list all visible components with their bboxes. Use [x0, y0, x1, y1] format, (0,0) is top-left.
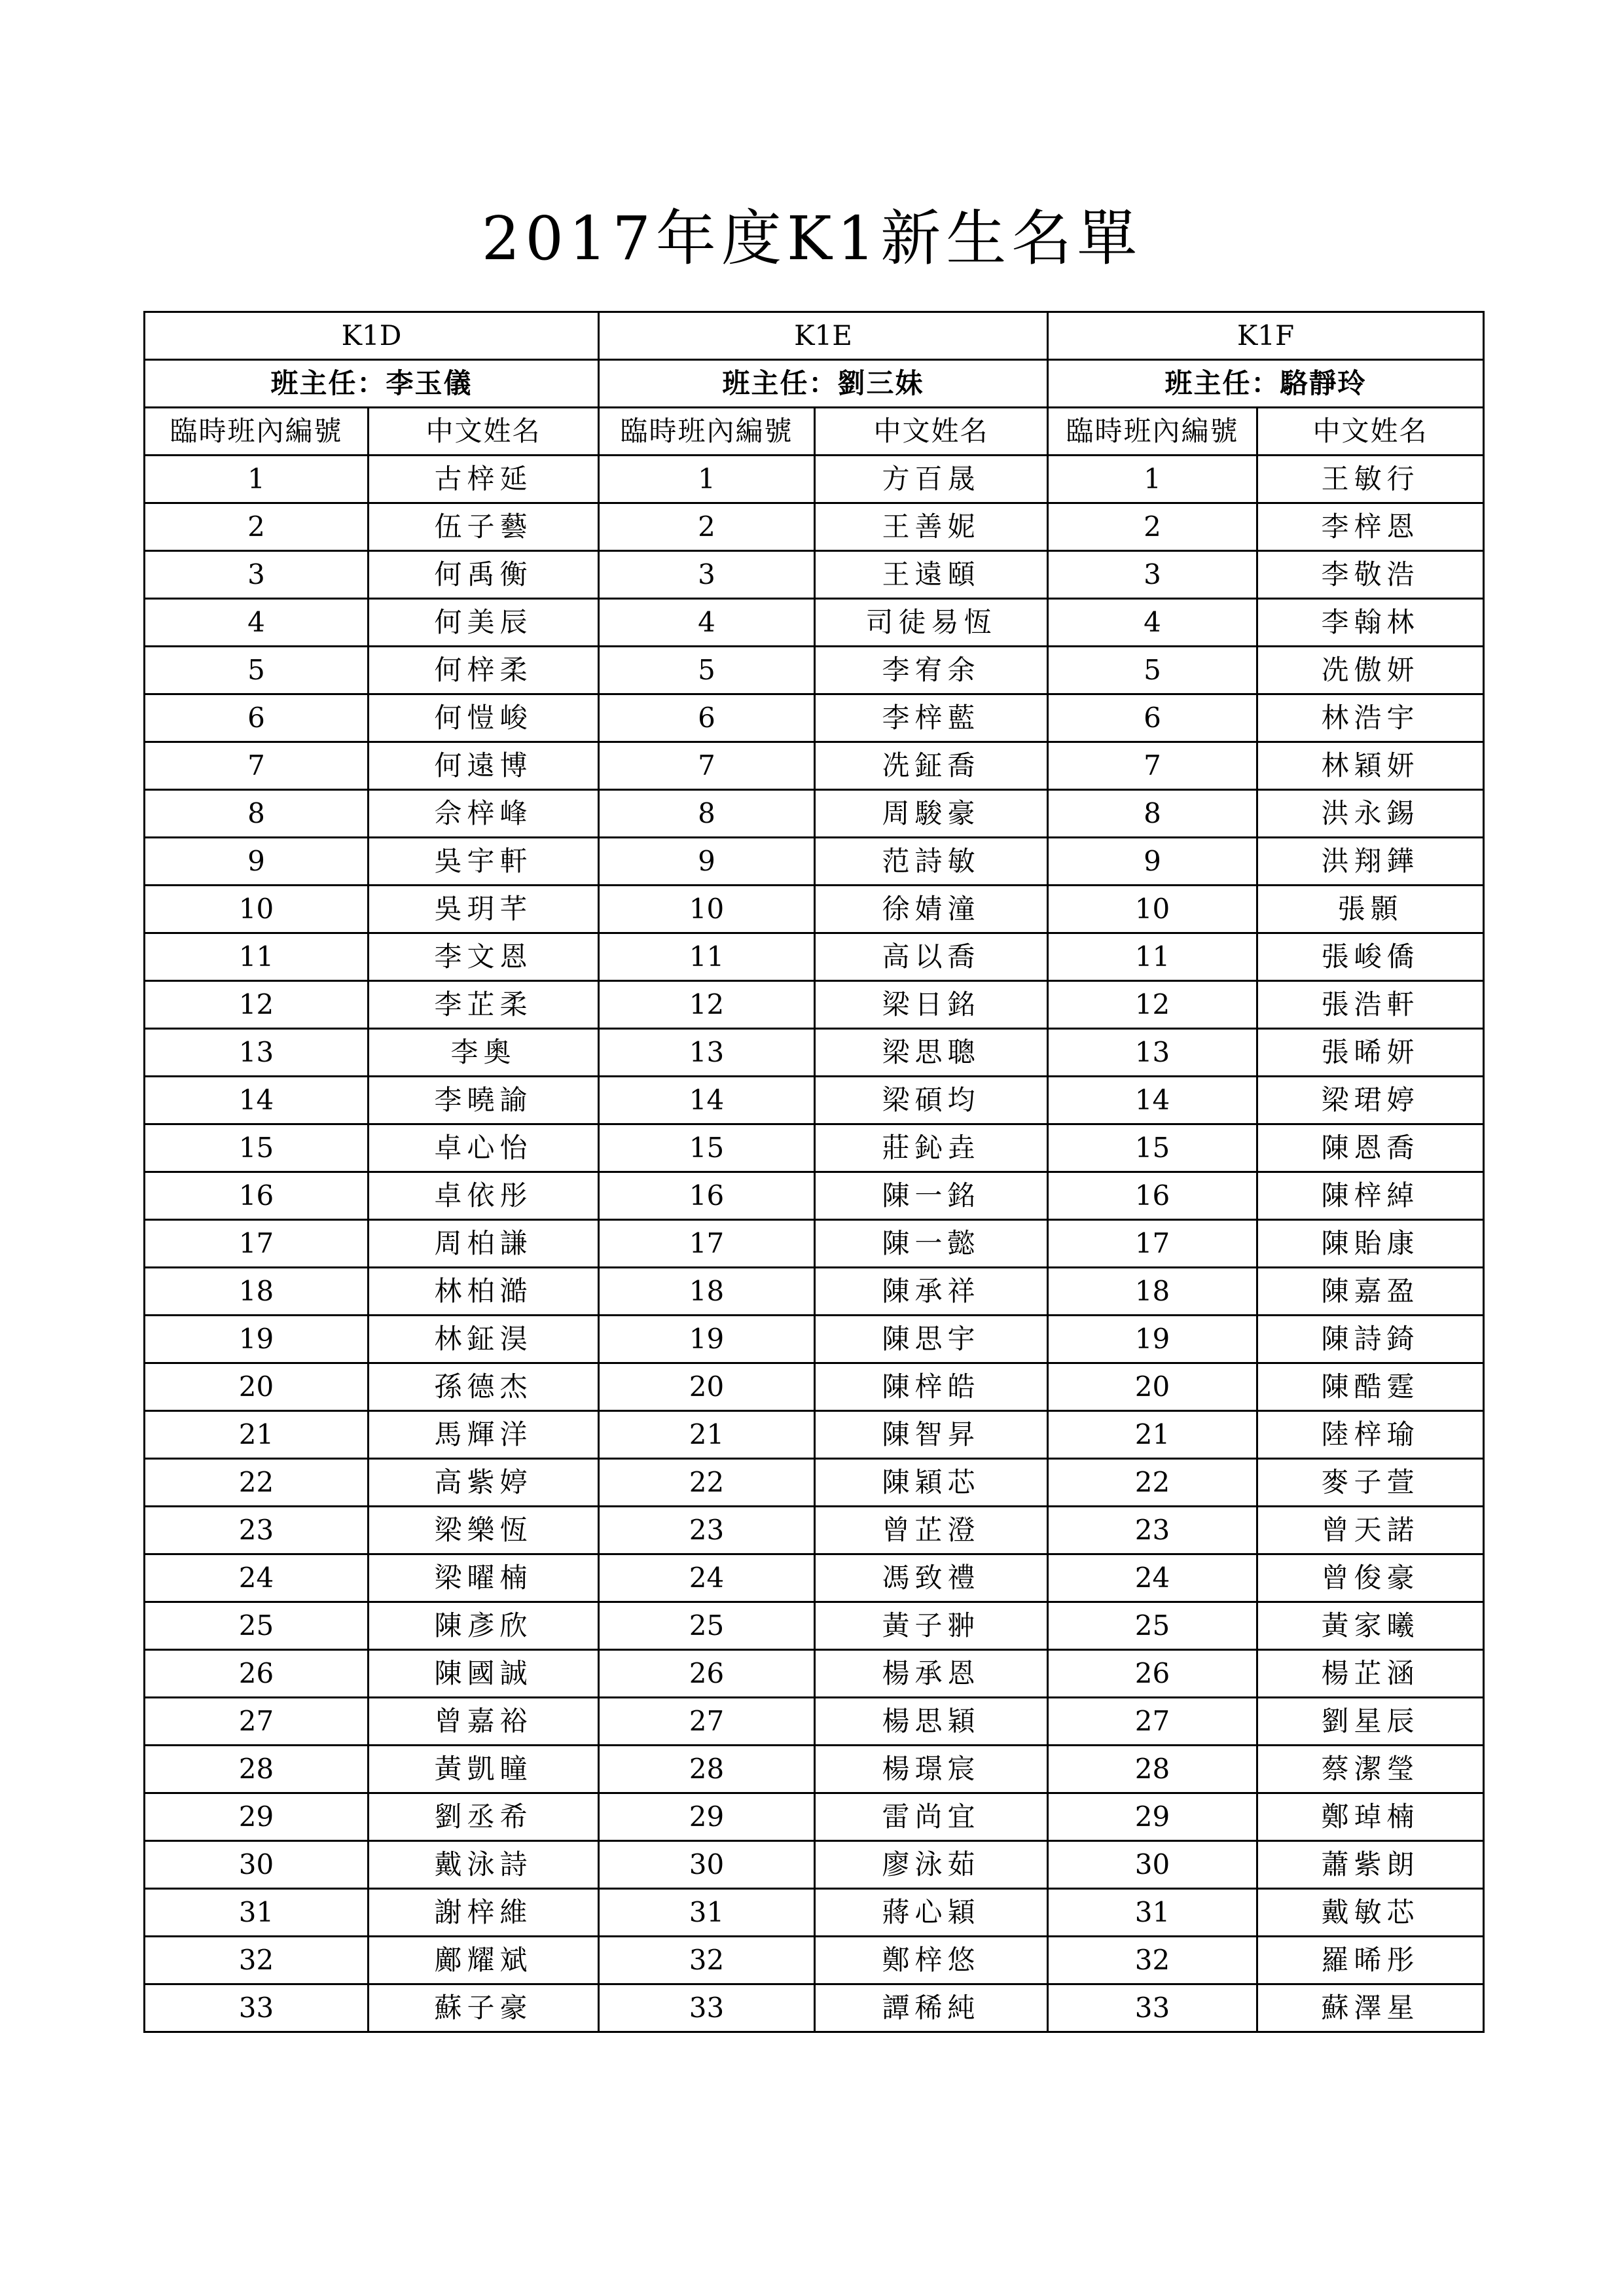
student-number: 28 [145, 1746, 369, 1793]
column-header-number: 臨時班內編號 [599, 408, 815, 456]
student-number: 24 [145, 1554, 369, 1602]
student-name: 馬輝洋 [369, 1411, 599, 1459]
student-name: 陳貽康 [1257, 1220, 1484, 1268]
table-row [145, 647, 1484, 694]
table-row [145, 1268, 1484, 1316]
student-number: 23 [1048, 1507, 1257, 1554]
student-number: 28 [1048, 1746, 1257, 1793]
student-name: 梁珺婷 [1257, 1077, 1484, 1124]
student-name: 何愷峻 [369, 694, 599, 742]
student-number: 24 [599, 1554, 815, 1602]
student-number: 33 [145, 1984, 369, 2032]
student-number: 20 [599, 1363, 815, 1411]
student-name: 林柏澔 [369, 1268, 599, 1316]
student-number: 16 [599, 1172, 815, 1220]
class-name-k1e: K1E [599, 312, 1048, 360]
table-row [145, 1698, 1484, 1746]
student-number: 3 [1048, 551, 1257, 599]
student-number: 5 [1048, 647, 1257, 694]
student-number: 19 [599, 1316, 815, 1363]
student-name: 張顥 [1257, 886, 1484, 933]
table-row [145, 1220, 1484, 1268]
student-name: 蔣心穎 [815, 1889, 1048, 1937]
student-name: 高紫婷 [369, 1459, 599, 1507]
student-number: 7 [599, 742, 815, 790]
student-number: 33 [599, 1984, 815, 2032]
column-header-name: 中文姓名 [369, 408, 599, 456]
student-name: 林浩宇 [1257, 694, 1484, 742]
student-name: 陳詩錡 [1257, 1316, 1484, 1363]
student-number: 31 [145, 1889, 369, 1937]
student-number: 26 [145, 1650, 369, 1698]
student-name: 梁樂恆 [369, 1507, 599, 1554]
student-name: 林鉦淏 [369, 1316, 599, 1363]
student-number: 32 [599, 1937, 815, 1984]
student-name: 冼傲妍 [1257, 647, 1484, 694]
class-teacher-k1e: 班主任：劉三妹 [599, 360, 1048, 408]
student-number: 15 [145, 1124, 369, 1172]
student-name: 張浩軒 [1257, 981, 1484, 1029]
column-header-name: 中文姓名 [1257, 408, 1484, 456]
student-name: 蕭紫朗 [1257, 1841, 1484, 1889]
student-number: 21 [1048, 1411, 1257, 1459]
table-row [145, 1316, 1484, 1363]
student-number: 31 [599, 1889, 815, 1937]
student-name: 王善妮 [815, 503, 1048, 551]
student-number: 2 [145, 503, 369, 551]
table-row [145, 1602, 1484, 1650]
student-number: 16 [1048, 1172, 1257, 1220]
student-name: 林穎妍 [1257, 742, 1484, 790]
student-number: 29 [1048, 1793, 1257, 1841]
student-name: 馮致禮 [815, 1554, 1048, 1602]
student-name: 伍子藝 [369, 503, 599, 551]
student-number: 4 [1048, 599, 1257, 647]
student-number: 2 [599, 503, 815, 551]
student-number: 8 [599, 790, 815, 838]
table-row [145, 1077, 1484, 1124]
student-name: 楊璟宸 [815, 1746, 1048, 1793]
student-number: 13 [599, 1029, 815, 1077]
table-row [145, 1363, 1484, 1411]
student-number: 28 [599, 1746, 815, 1793]
table-row [145, 790, 1484, 838]
table-row [145, 1984, 1484, 2032]
roster-body [145, 312, 1484, 2032]
student-name: 楊思穎 [815, 1698, 1048, 1746]
student-name: 曾嘉裕 [369, 1698, 599, 1746]
table-row [145, 981, 1484, 1029]
table-row [145, 933, 1484, 981]
student-name: 李曉諭 [369, 1077, 599, 1124]
student-name: 李文恩 [369, 933, 599, 981]
column-header-number: 臨時班內編號 [1048, 408, 1257, 456]
student-number: 11 [145, 933, 369, 981]
table-row [145, 1411, 1484, 1459]
student-number: 25 [1048, 1602, 1257, 1650]
student-name: 曾俊豪 [1257, 1554, 1484, 1602]
student-number: 14 [1048, 1077, 1257, 1124]
student-number: 13 [1048, 1029, 1257, 1077]
student-number: 26 [1048, 1650, 1257, 1698]
student-name: 周柏謙 [369, 1220, 599, 1268]
student-name: 陳一銘 [815, 1172, 1048, 1220]
student-number: 3 [145, 551, 369, 599]
table-row [145, 1029, 1484, 1077]
student-number: 18 [145, 1268, 369, 1316]
student-number: 26 [599, 1650, 815, 1698]
student-number: 20 [145, 1363, 369, 1411]
student-number: 6 [145, 694, 369, 742]
student-number: 32 [145, 1937, 369, 1984]
student-name: 黃子翀 [815, 1602, 1048, 1650]
column-header-name: 中文姓名 [815, 408, 1048, 456]
student-number: 25 [145, 1602, 369, 1650]
student-number: 19 [1048, 1316, 1257, 1363]
student-number: 31 [1048, 1889, 1257, 1937]
student-name: 劉丞希 [369, 1793, 599, 1841]
student-name: 李宥余 [815, 647, 1048, 694]
student-name: 陳思宇 [815, 1316, 1048, 1363]
student-number: 25 [599, 1602, 815, 1650]
student-name: 陳彥欣 [369, 1602, 599, 1650]
student-number: 12 [145, 981, 369, 1029]
student-number: 21 [599, 1411, 815, 1459]
student-name: 蔡潔瑩 [1257, 1746, 1484, 1793]
student-name: 莊鈊垚 [815, 1124, 1048, 1172]
student-name: 張晞妍 [1257, 1029, 1484, 1077]
student-name: 譚稀純 [815, 1984, 1048, 2032]
student-name: 范詩敏 [815, 838, 1048, 886]
student-name: 洪翔鏵 [1257, 838, 1484, 886]
student-number: 17 [145, 1220, 369, 1268]
student-name: 李敬浩 [1257, 551, 1484, 599]
student-number: 10 [1048, 886, 1257, 933]
student-name: 麥子萱 [1257, 1459, 1484, 1507]
student-number: 18 [1048, 1268, 1257, 1316]
student-number: 7 [145, 742, 369, 790]
student-name: 王敏行 [1257, 456, 1484, 503]
student-name: 陳智昇 [815, 1411, 1048, 1459]
student-name: 羅晞彤 [1257, 1937, 1484, 1984]
student-name: 張峻僑 [1257, 933, 1484, 981]
student-number: 29 [145, 1793, 369, 1841]
student-name: 陳嘉盈 [1257, 1268, 1484, 1316]
student-number: 33 [1048, 1984, 1257, 2032]
student-number: 9 [145, 838, 369, 886]
student-name: 黃凱瞳 [369, 1746, 599, 1793]
student-number: 4 [145, 599, 369, 647]
student-name: 冼鉦喬 [815, 742, 1048, 790]
table-row [145, 1507, 1484, 1554]
student-name: 高以喬 [815, 933, 1048, 981]
page-title: 2017年度K1新生名單 [481, 204, 1143, 274]
student-name: 陳恩喬 [1257, 1124, 1484, 1172]
table-row [145, 886, 1484, 933]
student-number: 23 [599, 1507, 815, 1554]
class-name-row [145, 312, 1484, 360]
student-name: 李芷柔 [369, 981, 599, 1029]
table-row [145, 1889, 1484, 1937]
table-row [145, 694, 1484, 742]
student-number: 5 [599, 647, 815, 694]
student-name: 鄭梓悠 [815, 1937, 1048, 1984]
table-row [145, 456, 1484, 503]
student-name: 吳宇軒 [369, 838, 599, 886]
student-number: 13 [145, 1029, 369, 1077]
table-row [145, 503, 1484, 551]
class-name-k1f: K1F [1048, 312, 1484, 360]
student-number: 18 [599, 1268, 815, 1316]
student-number: 9 [599, 838, 815, 886]
student-name: 李翰林 [1257, 599, 1484, 647]
student-number: 14 [145, 1077, 369, 1124]
student-number: 12 [1048, 981, 1257, 1029]
table-row [145, 1554, 1484, 1602]
table-row [145, 599, 1484, 647]
student-name: 陳梓綽 [1257, 1172, 1484, 1220]
student-name: 梁日銘 [815, 981, 1048, 1029]
student-number: 14 [599, 1077, 815, 1124]
student-name: 曾芷澄 [815, 1507, 1048, 1554]
student-number: 21 [145, 1411, 369, 1459]
student-number: 17 [1048, 1220, 1257, 1268]
class-teacher-k1d: 班主任：李玉儀 [145, 360, 599, 408]
student-name: 洪永錫 [1257, 790, 1484, 838]
student-number: 29 [599, 1793, 815, 1841]
student-name: 陳酷霆 [1257, 1363, 1484, 1411]
student-roster-table [143, 311, 1485, 2033]
student-name: 李梓恩 [1257, 503, 1484, 551]
table-row [145, 838, 1484, 886]
table-row [145, 551, 1484, 599]
student-number: 23 [145, 1507, 369, 1554]
student-number: 10 [145, 886, 369, 933]
student-name: 司徒易恆 [815, 599, 1048, 647]
student-number: 20 [1048, 1363, 1257, 1411]
student-number: 19 [145, 1316, 369, 1363]
student-number: 7 [1048, 742, 1257, 790]
class-teacher-k1f: 班主任：駱靜玲 [1048, 360, 1484, 408]
table-row [145, 1937, 1484, 1984]
student-name: 梁思聰 [815, 1029, 1048, 1077]
student-number: 6 [599, 694, 815, 742]
student-number: 10 [599, 886, 815, 933]
student-name: 黃家曦 [1257, 1602, 1484, 1650]
student-number: 27 [1048, 1698, 1257, 1746]
student-number: 16 [145, 1172, 369, 1220]
student-name: 陳一懿 [815, 1220, 1048, 1268]
student-number: 22 [145, 1459, 369, 1507]
student-number: 32 [1048, 1937, 1257, 1984]
student-name: 佘梓峰 [369, 790, 599, 838]
class-name-k1d: K1D [145, 312, 599, 360]
student-name: 卓心怡 [369, 1124, 599, 1172]
student-name: 陳國誠 [369, 1650, 599, 1698]
student-name: 曾天諾 [1257, 1507, 1484, 1554]
student-name: 陳穎芯 [815, 1459, 1048, 1507]
student-number: 27 [599, 1698, 815, 1746]
student-number: 12 [599, 981, 815, 1029]
student-name: 戴敏芯 [1257, 1889, 1484, 1937]
student-number: 8 [145, 790, 369, 838]
student-number: 11 [599, 933, 815, 981]
student-name: 何遠博 [369, 742, 599, 790]
student-number: 30 [145, 1841, 369, 1889]
student-name: 卓依彤 [369, 1172, 599, 1220]
student-name: 何禹衡 [369, 551, 599, 599]
student-name: 周駿豪 [815, 790, 1048, 838]
student-name: 陳承祥 [815, 1268, 1048, 1316]
student-name: 吳玥芊 [369, 886, 599, 933]
student-name: 雷尚宜 [815, 1793, 1048, 1841]
student-name: 徐婧潼 [815, 886, 1048, 933]
student-name: 楊承恩 [815, 1650, 1048, 1698]
student-name: 楊芷涵 [1257, 1650, 1484, 1698]
table-row [145, 1172, 1484, 1220]
student-name: 何梓柔 [369, 647, 599, 694]
table-row [145, 1841, 1484, 1889]
student-number: 22 [1048, 1459, 1257, 1507]
student-number: 4 [599, 599, 815, 647]
student-name: 梁碩均 [815, 1077, 1048, 1124]
student-number: 22 [599, 1459, 815, 1507]
student-name: 梁曜楠 [369, 1554, 599, 1602]
student-name: 蘇子豪 [369, 1984, 599, 2032]
student-number: 15 [599, 1124, 815, 1172]
student-name: 蘇澤星 [1257, 1984, 1484, 2032]
table-row [145, 742, 1484, 790]
student-number: 6 [1048, 694, 1257, 742]
column-header-number: 臨時班內編號 [145, 408, 369, 456]
table-row [145, 1746, 1484, 1793]
table-row [145, 1459, 1484, 1507]
student-name: 戴泳詩 [369, 1841, 599, 1889]
student-name: 何美辰 [369, 599, 599, 647]
student-name: 方百晟 [815, 456, 1048, 503]
student-name: 劉星辰 [1257, 1698, 1484, 1746]
student-name: 鄭琸楠 [1257, 1793, 1484, 1841]
student-number: 1 [599, 456, 815, 503]
student-number: 24 [1048, 1554, 1257, 1602]
student-name: 陳梓皓 [815, 1363, 1048, 1411]
table-row [145, 1793, 1484, 1841]
student-number: 27 [145, 1698, 369, 1746]
student-number: 15 [1048, 1124, 1257, 1172]
student-number: 11 [1048, 933, 1257, 981]
student-name: 李奧 [369, 1029, 599, 1077]
student-name: 陸梓瑜 [1257, 1411, 1484, 1459]
table-row [145, 1124, 1484, 1172]
student-number: 5 [145, 647, 369, 694]
student-name: 孫德杰 [369, 1363, 599, 1411]
student-name: 謝梓維 [369, 1889, 599, 1937]
student-name: 鄺耀斌 [369, 1937, 599, 1984]
student-number: 9 [1048, 838, 1257, 886]
student-name: 廖泳茹 [815, 1841, 1048, 1889]
student-number: 8 [1048, 790, 1257, 838]
student-number: 2 [1048, 503, 1257, 551]
student-number: 30 [599, 1841, 815, 1889]
table-row [145, 1650, 1484, 1698]
student-number: 1 [1048, 456, 1257, 503]
student-name: 王遠頤 [815, 551, 1048, 599]
student-number: 17 [599, 1220, 815, 1268]
student-number: 30 [1048, 1841, 1257, 1889]
student-name: 古梓延 [369, 456, 599, 503]
student-number: 3 [599, 551, 815, 599]
student-number: 1 [145, 456, 369, 503]
student-name: 李梓藍 [815, 694, 1048, 742]
column-header-row [145, 408, 1484, 456]
class-teacher-row [145, 360, 1484, 408]
